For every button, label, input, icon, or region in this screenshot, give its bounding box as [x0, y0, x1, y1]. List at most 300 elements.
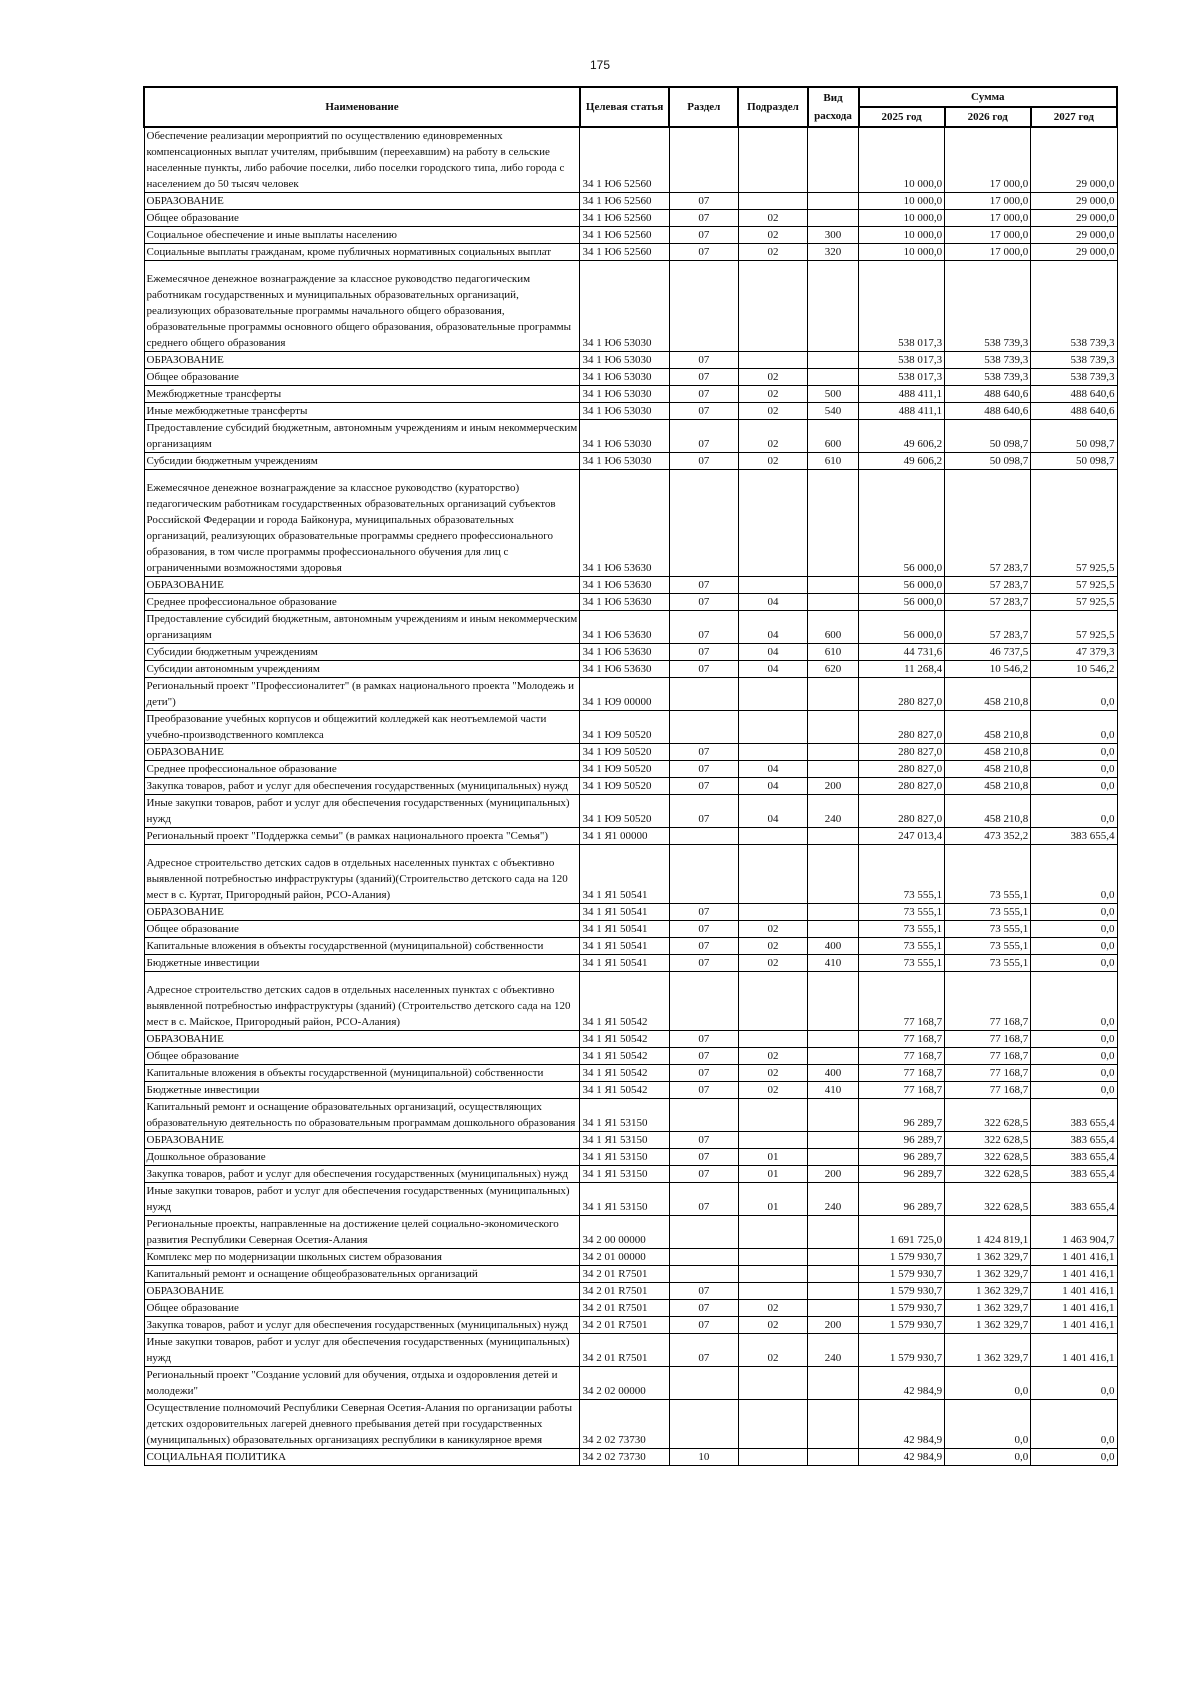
cell-subsection: 02 [738, 1317, 807, 1334]
cell-target: 34 1 Ю9 50520 [580, 711, 669, 744]
cell-name: Иные закупки товаров, работ и услуг для обеспечения государственных (муниципальных) нужд [144, 1334, 580, 1367]
cell-2026: 322 628,5 [945, 1166, 1031, 1183]
cell-target: 34 1 Ю6 53030 [580, 420, 669, 453]
cell-expense-type: 240 [808, 1183, 859, 1216]
cell-expense-type: 620 [808, 661, 859, 678]
cell-expense-type: 240 [808, 795, 859, 828]
cell-section: 07 [669, 1065, 738, 1082]
cell-2025: 247 013,4 [859, 828, 945, 845]
cell-target: 34 1 Ю6 53030 [580, 386, 669, 403]
cell-2027: 0,0 [1031, 938, 1117, 955]
table-row [144, 1065, 1117, 1082]
cell-name: Бюджетные инвестиции [144, 1082, 580, 1099]
cell-section: 07 [669, 1300, 738, 1317]
cell-target: 34 1 Я1 00000 [580, 828, 669, 845]
cell-target: 34 1 Ю6 53630 [580, 594, 669, 611]
cell-target: 34 2 02 73730 [580, 1449, 669, 1466]
cell-2025: 1 579 930,7 [859, 1317, 945, 1334]
cell-expense-type [808, 1099, 859, 1132]
header-subsection: Подраздел [738, 87, 807, 127]
cell-2026: 17 000,0 [945, 227, 1031, 244]
cell-2026: 57 283,7 [945, 594, 1031, 611]
cell-expense-type [808, 1400, 859, 1449]
cell-2027: 0,0 [1031, 845, 1117, 904]
cell-name: ОБРАЗОВАНИЕ [144, 352, 580, 369]
cell-section: 07 [669, 1166, 738, 1183]
cell-subsection: 04 [738, 795, 807, 828]
cell-name: Капитальные вложения в объекты государственной (муниципальной) собственности [144, 938, 580, 955]
cell-2027: 0,0 [1031, 678, 1117, 711]
cell-target: 34 2 01 R7501 [580, 1283, 669, 1300]
cell-name: Иные закупки товаров, работ и услуг для обеспечения государственных (муниципальных) нужд [144, 1183, 580, 1216]
cell-target: 34 1 Ю6 53630 [580, 644, 669, 661]
table-row [144, 1300, 1117, 1317]
table-header [144, 87, 1117, 127]
cell-target: 34 2 02 73730 [580, 1400, 669, 1449]
cell-2025: 49 606,2 [859, 453, 945, 470]
cell-section: 07 [669, 921, 738, 938]
header-2027: 2027 год [1031, 107, 1117, 127]
table-row [144, 1031, 1117, 1048]
cell-2025: 77 168,7 [859, 1082, 945, 1099]
cell-target: 34 1 Я1 50541 [580, 955, 669, 972]
table-row [144, 420, 1117, 453]
cell-2027: 0,0 [1031, 1065, 1117, 1082]
cell-2026: 73 555,1 [945, 938, 1031, 955]
header-sum: Сумма [859, 87, 1117, 107]
cell-target: 34 1 Ю6 53030 [580, 369, 669, 386]
cell-2025: 280 827,0 [859, 744, 945, 761]
cell-2025: 1 579 930,7 [859, 1266, 945, 1283]
cell-2027: 0,0 [1031, 904, 1117, 921]
cell-target: 34 1 Я1 53150 [580, 1099, 669, 1132]
cell-name: ОБРАЗОВАНИЕ [144, 1283, 580, 1300]
cell-2026: 57 283,7 [945, 470, 1031, 577]
cell-expense-type [808, 1449, 859, 1466]
cell-2026: 17 000,0 [945, 127, 1031, 193]
cell-name: Региональный проект "Поддержка семьи" (в рамках национального проекта "Семья") [144, 828, 580, 845]
cell-2027: 0,0 [1031, 778, 1117, 795]
cell-expense-type [808, 577, 859, 594]
cell-name: Адресное строительство детских садов в отдельных населенных пунктах с объективно выявленной потребностью инфраструктуры (зданий)(Строительство детского сада на 120 мест в с. Куртат, Пригородный район, РСО-Алания) [144, 845, 580, 904]
cell-2025: 77 168,7 [859, 1048, 945, 1065]
cell-2026: 1 362 329,7 [945, 1249, 1031, 1266]
cell-expense-type [808, 1149, 859, 1166]
cell-name: Межбюджетные трансферты [144, 386, 580, 403]
cell-section: 07 [669, 1132, 738, 1149]
cell-section: 07 [669, 369, 738, 386]
cell-expense-type: 300 [808, 227, 859, 244]
cell-2026: 538 739,3 [945, 369, 1031, 386]
cell-expense-type: 400 [808, 1065, 859, 1082]
cell-subsection: 02 [738, 403, 807, 420]
cell-expense-type [808, 711, 859, 744]
cell-2027: 383 655,4 [1031, 1132, 1117, 1149]
cell-name: Субсидии автономным учреждениям [144, 661, 580, 678]
cell-2027: 29 000,0 [1031, 127, 1117, 193]
cell-2027: 1 401 416,1 [1031, 1266, 1117, 1283]
cell-section [669, 261, 738, 352]
cell-name: Ежемесячное денежное вознаграждение за классное руководство (кураторство) педагогическим работникам государственных образовательных организаций субъектов Российской Федерации и города Байконура, муниципальных образовательных организаций, реализующих образовательные программы среднего профессионального образования, в том числе программы профессионального обучения для лиц с ограниченными возможностями здоровья [144, 470, 580, 577]
cell-name: Общее образование [144, 1048, 580, 1065]
cell-section: 07 [669, 193, 738, 210]
cell-2026: 322 628,5 [945, 1132, 1031, 1149]
cell-section: 07 [669, 227, 738, 244]
cell-expense-type: 610 [808, 453, 859, 470]
cell-target: 34 1 Ю9 50520 [580, 778, 669, 795]
cell-2027: 29 000,0 [1031, 227, 1117, 244]
cell-subsection: 02 [738, 938, 807, 955]
cell-target: 34 1 Ю6 53630 [580, 611, 669, 644]
table-row [144, 972, 1117, 1031]
cell-name: Закупка товаров, работ и услуг для обеспечения государственных (муниципальных) нужд [144, 1317, 580, 1334]
cell-target: 34 1 Я1 53150 [580, 1166, 669, 1183]
cell-section: 07 [669, 594, 738, 611]
cell-2027: 0,0 [1031, 744, 1117, 761]
cell-expense-type: 600 [808, 611, 859, 644]
cell-subsection: 01 [738, 1166, 807, 1183]
cell-name: Региональный проект "Создание условий для обучения, отдыха и оздоровления детей и молодежи" [144, 1367, 580, 1400]
cell-target: 34 2 00 00000 [580, 1216, 669, 1249]
cell-section: 07 [669, 1082, 738, 1099]
cell-name: Обеспечение реализации мероприятий по осуществлению единовременных компенсационных выплат учителям, прибывшим (переехавшим) на работу в сельские населенные пункты, либо рабочие поселки, либо поселки городского типа, либо города с населением до 50 тысяч человек [144, 127, 580, 193]
cell-target: 34 2 01 R7501 [580, 1334, 669, 1367]
cell-2025: 56 000,0 [859, 594, 945, 611]
cell-expense-type [808, 972, 859, 1031]
cell-name: Социальное обеспечение и иные выплаты населению [144, 227, 580, 244]
cell-expense-type [808, 904, 859, 921]
cell-target: 34 1 Я1 50542 [580, 972, 669, 1031]
cell-subsection [738, 828, 807, 845]
cell-target: 34 1 Ю6 52560 [580, 193, 669, 210]
cell-subsection [738, 1132, 807, 1149]
cell-name: Ежемесячное денежное вознаграждение за классное руководство педагогическим работникам государственных и муниципальных образовательных организаций, реализующих образовательные программы начального общего образования, образовательные программы основного общего образования, образовательные программы среднего общего образования [144, 261, 580, 352]
cell-section: 07 [669, 795, 738, 828]
cell-2025: 488 411,1 [859, 403, 945, 420]
table-row [144, 938, 1117, 955]
cell-expense-type: 200 [808, 778, 859, 795]
cell-2026: 50 098,7 [945, 453, 1031, 470]
cell-expense-type: 500 [808, 386, 859, 403]
cell-expense-type [808, 352, 859, 369]
cell-2026: 57 283,7 [945, 577, 1031, 594]
cell-2026: 77 168,7 [945, 972, 1031, 1031]
cell-expense-type [808, 470, 859, 577]
cell-subsection [738, 1283, 807, 1300]
table-row [144, 127, 1117, 193]
table-row [144, 711, 1117, 744]
header-name: Наименование [144, 87, 580, 127]
cell-target: 34 1 Я1 50542 [580, 1048, 669, 1065]
cell-2027: 29 000,0 [1031, 244, 1117, 261]
cell-2027: 1 401 416,1 [1031, 1317, 1117, 1334]
cell-section: 07 [669, 1183, 738, 1216]
table-row [144, 386, 1117, 403]
cell-name: Капитальный ремонт и оснащение образовательных организаций, осуществляющих образовательную деятельность по образовательным программам дошкольного образования [144, 1099, 580, 1132]
cell-target: 34 1 Я1 53150 [580, 1132, 669, 1149]
cell-2025: 96 289,7 [859, 1166, 945, 1183]
table-row [144, 1132, 1117, 1149]
cell-2025: 280 827,0 [859, 711, 945, 744]
cell-name: Предоставление субсидий бюджетным, автономным учреждениям и иным некоммерческим организациям [144, 420, 580, 453]
cell-target: 34 1 Я1 50541 [580, 938, 669, 955]
cell-target: 34 1 Ю6 52560 [580, 127, 669, 193]
cell-2027: 383 655,4 [1031, 828, 1117, 845]
cell-2027: 1 401 416,1 [1031, 1283, 1117, 1300]
cell-2027: 0,0 [1031, 921, 1117, 938]
cell-subsection: 01 [738, 1183, 807, 1216]
cell-section: 07 [669, 761, 738, 778]
cell-2027: 488 640,6 [1031, 386, 1117, 403]
cell-subsection: 02 [738, 369, 807, 386]
cell-subsection [738, 904, 807, 921]
cell-2027: 57 925,5 [1031, 577, 1117, 594]
cell-target: 34 1 Ю6 53630 [580, 661, 669, 678]
cell-section: 07 [669, 778, 738, 795]
cell-subsection [738, 1031, 807, 1048]
cell-name: ОБРАЗОВАНИЕ [144, 1132, 580, 1149]
cell-2026: 17 000,0 [945, 244, 1031, 261]
cell-expense-type [808, 845, 859, 904]
cell-2027: 0,0 [1031, 1048, 1117, 1065]
cell-subsection [738, 352, 807, 369]
cell-2027: 0,0 [1031, 1082, 1117, 1099]
cell-expense-type [808, 678, 859, 711]
cell-2025: 10 000,0 [859, 210, 945, 227]
cell-2026: 50 098,7 [945, 420, 1031, 453]
cell-2025: 1 579 930,7 [859, 1300, 945, 1317]
cell-expense-type [808, 369, 859, 386]
table-row [144, 594, 1117, 611]
cell-2027: 0,0 [1031, 795, 1117, 828]
cell-section: 07 [669, 955, 738, 972]
cell-2027: 10 546,2 [1031, 661, 1117, 678]
cell-2027: 0,0 [1031, 711, 1117, 744]
cell-name: Иные закупки товаров, работ и услуг для обеспечения государственных (муниципальных) нужд [144, 795, 580, 828]
cell-2027: 1 401 416,1 [1031, 1334, 1117, 1367]
cell-2027: 538 739,3 [1031, 261, 1117, 352]
cell-section: 07 [669, 1031, 738, 1048]
cell-expense-type [808, 193, 859, 210]
cell-expense-type [808, 1283, 859, 1300]
cell-name: Дошкольное образование [144, 1149, 580, 1166]
table-row [144, 1166, 1117, 1183]
cell-2026: 322 628,5 [945, 1099, 1031, 1132]
cell-section [669, 1400, 738, 1449]
cell-expense-type [808, 1300, 859, 1317]
table-row [144, 210, 1117, 227]
cell-2026: 77 168,7 [945, 1065, 1031, 1082]
cell-expense-type: 540 [808, 403, 859, 420]
table-row [144, 1334, 1117, 1367]
cell-section: 07 [669, 453, 738, 470]
table-body [144, 127, 1117, 1466]
table-row [144, 904, 1117, 921]
cell-subsection [738, 1367, 807, 1400]
cell-section [669, 828, 738, 845]
cell-section: 07 [669, 744, 738, 761]
table-row [144, 1317, 1117, 1334]
cell-2026: 0,0 [945, 1400, 1031, 1449]
cell-expense-type [808, 744, 859, 761]
cell-subsection: 04 [738, 611, 807, 644]
table-row [144, 678, 1117, 711]
cell-subsection [738, 577, 807, 594]
cell-2025: 42 984,9 [859, 1400, 945, 1449]
cell-section [669, 972, 738, 1031]
cell-name: Субсидии бюджетным учреждениям [144, 644, 580, 661]
cell-2027: 0,0 [1031, 1400, 1117, 1449]
cell-target: 34 1 Ю6 53630 [580, 470, 669, 577]
cell-2026: 73 555,1 [945, 904, 1031, 921]
cell-2025: 96 289,7 [859, 1183, 945, 1216]
cell-2027: 383 655,4 [1031, 1099, 1117, 1132]
cell-2027: 538 739,3 [1031, 352, 1117, 369]
cell-target: 34 1 Я1 50542 [580, 1082, 669, 1099]
cell-section [669, 711, 738, 744]
cell-2025: 77 168,7 [859, 972, 945, 1031]
cell-2026: 458 210,8 [945, 795, 1031, 828]
cell-section: 07 [669, 661, 738, 678]
cell-section: 07 [669, 577, 738, 594]
cell-expense-type: 320 [808, 244, 859, 261]
cell-2025: 44 731,6 [859, 644, 945, 661]
table-row [144, 644, 1117, 661]
cell-2026: 538 739,3 [945, 261, 1031, 352]
table-row [144, 453, 1117, 470]
cell-section: 07 [669, 1283, 738, 1300]
cell-target: 34 1 Я1 50541 [580, 904, 669, 921]
cell-2025: 56 000,0 [859, 611, 945, 644]
table-row [144, 761, 1117, 778]
cell-2025: 10 000,0 [859, 227, 945, 244]
cell-2026: 73 555,1 [945, 921, 1031, 938]
cell-name: Общее образование [144, 210, 580, 227]
cell-2027: 383 655,4 [1031, 1183, 1117, 1216]
cell-section: 07 [669, 386, 738, 403]
cell-expense-type [808, 1249, 859, 1266]
cell-2025: 488 411,1 [859, 386, 945, 403]
cell-subsection: 04 [738, 661, 807, 678]
cell-target: 34 1 Ю6 53030 [580, 352, 669, 369]
cell-subsection [738, 127, 807, 193]
table-row [144, 1082, 1117, 1099]
header-expense-type: Вид расхода [808, 87, 859, 127]
cell-2025: 10 000,0 [859, 244, 945, 261]
table-row [144, 1283, 1117, 1300]
cell-2026: 458 210,8 [945, 678, 1031, 711]
table-row [144, 1249, 1117, 1266]
cell-section: 07 [669, 210, 738, 227]
cell-subsection: 04 [738, 644, 807, 661]
cell-2027: 0,0 [1031, 972, 1117, 1031]
cell-2026: 473 352,2 [945, 828, 1031, 845]
cell-2027: 0,0 [1031, 1449, 1117, 1466]
cell-section: 07 [669, 938, 738, 955]
cell-2025: 42 984,9 [859, 1449, 945, 1466]
cell-subsection [738, 1266, 807, 1283]
cell-subsection [738, 678, 807, 711]
cell-target: 34 2 01 00000 [580, 1249, 669, 1266]
cell-2025: 538 017,3 [859, 352, 945, 369]
cell-target: 34 1 Я1 50541 [580, 845, 669, 904]
table-row [144, 1099, 1117, 1132]
header-2026: 2026 год [945, 107, 1031, 127]
cell-2026: 17 000,0 [945, 193, 1031, 210]
table-row [144, 845, 1117, 904]
cell-section [669, 1266, 738, 1283]
cell-subsection: 02 [738, 386, 807, 403]
cell-2025: 10 000,0 [859, 193, 945, 210]
cell-2025: 538 017,3 [859, 261, 945, 352]
table-row [144, 193, 1117, 210]
cell-target: 34 1 Я1 50541 [580, 921, 669, 938]
cell-2027: 488 640,6 [1031, 403, 1117, 420]
cell-expense-type [808, 127, 859, 193]
cell-2026: 77 168,7 [945, 1048, 1031, 1065]
cell-2026: 77 168,7 [945, 1082, 1031, 1099]
table-row [144, 1266, 1117, 1283]
cell-2025: 11 268,4 [859, 661, 945, 678]
cell-2026: 1 362 329,7 [945, 1300, 1031, 1317]
cell-target: 34 1 Ю6 53030 [580, 261, 669, 352]
cell-section: 07 [669, 1317, 738, 1334]
cell-name: ОБРАЗОВАНИЕ [144, 744, 580, 761]
cell-section: 07 [669, 244, 738, 261]
cell-name: Капитальный ремонт и оснащение общеобразовательных организаций [144, 1266, 580, 1283]
header-target: Целевая статья [580, 87, 669, 127]
table-row [144, 1149, 1117, 1166]
table-row [144, 661, 1117, 678]
cell-subsection: 02 [738, 1065, 807, 1082]
cell-2025: 77 168,7 [859, 1065, 945, 1082]
cell-2025: 1 579 930,7 [859, 1283, 945, 1300]
table-row [144, 1400, 1117, 1449]
cell-2027: 57 925,5 [1031, 611, 1117, 644]
table-row [144, 955, 1117, 972]
cell-section [669, 678, 738, 711]
cell-subsection: 02 [738, 1048, 807, 1065]
cell-name: Бюджетные инвестиции [144, 955, 580, 972]
cell-2026: 73 555,1 [945, 955, 1031, 972]
cell-subsection [738, 1400, 807, 1449]
cell-2026: 322 628,5 [945, 1183, 1031, 1216]
table-row [144, 1048, 1117, 1065]
cell-target: 34 2 02 00000 [580, 1367, 669, 1400]
cell-subsection: 04 [738, 778, 807, 795]
cell-target: 34 1 Ю6 53630 [580, 577, 669, 594]
cell-2027: 47 379,3 [1031, 644, 1117, 661]
cell-2026: 458 210,8 [945, 711, 1031, 744]
cell-2025: 1 579 930,7 [859, 1334, 945, 1367]
cell-section [669, 1367, 738, 1400]
cell-2026: 57 283,7 [945, 611, 1031, 644]
cell-name: Адресное строительство детских садов в отдельных населенных пунктах с объективно выявленной потребностью инфраструктуры (зданий) (Строительство детского сада на 120 мест в с. Майское, Пригородный район, РСО-Алания) [144, 972, 580, 1031]
cell-section: 07 [669, 1048, 738, 1065]
page-number: 175 [589, 58, 611, 72]
cell-name: Общее образование [144, 921, 580, 938]
cell-2026: 458 210,8 [945, 778, 1031, 795]
table-row [144, 611, 1117, 644]
cell-2025: 77 168,7 [859, 1031, 945, 1048]
cell-name: Закупка товаров, работ и услуг для обеспечения государственных (муниципальных) нужд [144, 1166, 580, 1183]
cell-expense-type: 200 [808, 1317, 859, 1334]
table-row [144, 470, 1117, 577]
cell-expense-type [808, 1031, 859, 1048]
cell-subsection: 04 [738, 761, 807, 778]
cell-name: Закупка товаров, работ и услуг для обеспечения государственных (муниципальных) нужд [144, 778, 580, 795]
cell-target: 34 1 Ю6 53030 [580, 453, 669, 470]
